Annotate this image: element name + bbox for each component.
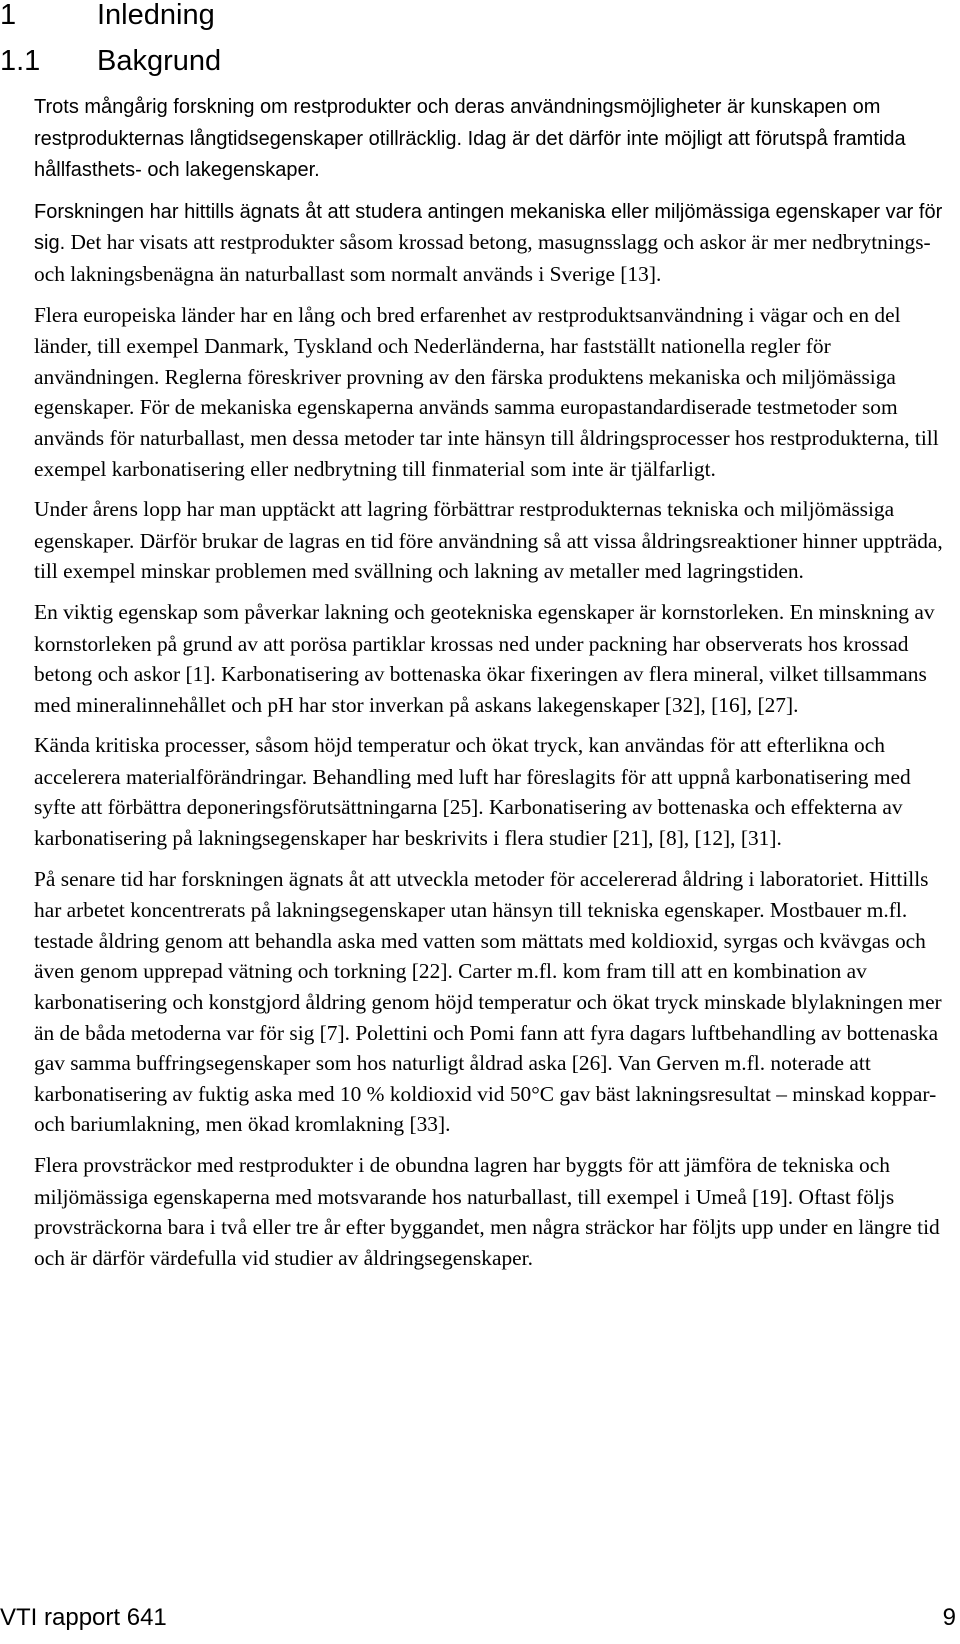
section-number: 1.1 — [0, 45, 41, 77]
paragraph-1-sans-text: Trots mångårig forskning om restprodukter och deras användningsmöjligheter är kunskapen om restprodukternas långtidsegenskaper otillräcklig. Idag är det därför inte möjligt att förutspå framtida hållfasthets- och lakegenskaper. — [34, 96, 906, 182]
paragraph-4-serif-text: Under årens lopp har man upptäckt att lagring förbättrar restprodukternas tekniska och miljömässiga egenskaper. Därför brukar de lagras en tid före användning så att vissa åldringsreaktioner hinner uppträda, till exempel minskar problemen med svällning och lakning av metaller med lagringstiden. — [34, 497, 943, 584]
footer-report-name: VTI rapport 641 — [0, 1604, 167, 1631]
paragraph-4 — [34, 494, 952, 587]
paragraph-2-sans-text: Forskningen har hittills ägnats åt att studera antingen mekaniska eller miljömässiga egenskaper var för sig. — [34, 200, 943, 255]
paragraph-6-serif-text: Kända kritiska processer, såsom höjd temperatur och ökat tryck, kan användas för att efterlikna och accelerera materialförändringar. Behandling med luft har föreslagits för att uppnå karbonatisering med syfte att förbättra deponeringsförutsättningarna [25]. Karbonatisering av bottenaska och effekterna av karbonatisering på lakningsegenskaper har beskrivits i flera studier [21], [8], [12], [31]. — [34, 733, 911, 851]
body-text — [34, 91, 952, 1273]
paragraph-5-serif-text: En viktig egenskap som påverkar lakning och geotekniska egenskaper är kornstorleken. En minskning av kornstorleken på grund av att porösa partiklar krossas ned under packning har observerats hos krossad betong och askor [1]. Karbonatisering av bottenaska ökar fixeringen av flera mineral, vilket tillsammans med mineralinnehållet och pH har stor inverkan på askans lakegenskaper [32], [16], [27]. — [34, 599, 935, 717]
paragraph-3-serif-text: Flera europeiska länder har en lång och bred erfarenhet av restproduktsanvändning i vägar och en del länder, till exempel Danmark, Tyskland och Nederländerna, har fastställt nationella regler för användningen. Reglerna föreskriver provning av den färska produktens mekaniska och miljömässiga egenskaper. För de mekaniska egenskaperna används samma europastandardiserade testmetoder som används för naturballast, men dessa metoder tar inte hänsyn till åldringsprocesser hos restprodukterna, till exempel karbonatisering eller nedbrytning till finmaterial som inte är tjälfarligt. — [34, 302, 939, 481]
section-title: Bakgrund — [97, 45, 222, 77]
paragraph-3 — [34, 300, 952, 485]
paragraph-5 — [34, 597, 952, 720]
paragraph-6 — [34, 730, 952, 853]
footer-page-number: 9 — [942, 1604, 956, 1631]
paragraph-1 — [34, 91, 952, 186]
chapter-number: 1 — [0, 0, 17, 31]
section-heading — [0, 44, 221, 78]
chapter-title: Inledning — [97, 0, 215, 31]
paragraph-8 — [34, 1150, 952, 1273]
paragraph-2 — [34, 196, 952, 290]
paragraph-8-serif-text: Flera provsträckor med restprodukter i de obundna lagren har byggts för att jämföra de tekniska och miljömässiga egenskaperna med motsvarande hos naturballast, till exempel i Umeå [19]. Oftast följs provsträckorna bara i två eller tre år efter byggandet, men några sträckor har följts upp under en längre tid och är därför värdefulla vid studier av åldringsegenskaper. — [34, 1153, 940, 1270]
chapter-heading — [0, 0, 215, 32]
paragraph-7-serif-text: På senare tid har forskningen ägnats åt att utveckla metoder för accelererad åldring i laboratoriet. Hittills har arbetet koncentrerats på lakningsegenskaper utan hänsyn till tekniska egenskaper. Mostbauer m.fl. testade åldring genom att behandla aska med vatten som mättats med koldioxid, syrgas och kvävgas och även genom upprepad vätning och torkning [22]. Carter m.fl. kom fram till att en kombination av karbonatisering och konstgjord åldring genom höjd temperatur och ökat tryck minskade blylakningen mer än de båda metoderna var för sig [7]. Polettini och Pomi fann att fyra dagars luftbehandling av bottenaska gav samma buffringsegenskaper som hos naturligt åldrad aska [26]. Van Gerven m.fl. noterade att karbonatisering av fuktig aska med 10 % koldioxid vid 50°C gav bäst lakningsresultat – minskad koppar- och bariumlakning, men ökad kromlakning [33]. — [34, 866, 942, 1137]
paragraph-7 — [34, 864, 952, 1140]
paragraph-2-serif-text: Det har visats att restprodukter såsom krossad betong, masugnsslagg och askor är mer nedbrytnings- och lakningsbenägna än naturballast som normalt används i Sverige [13]. — [34, 230, 931, 286]
